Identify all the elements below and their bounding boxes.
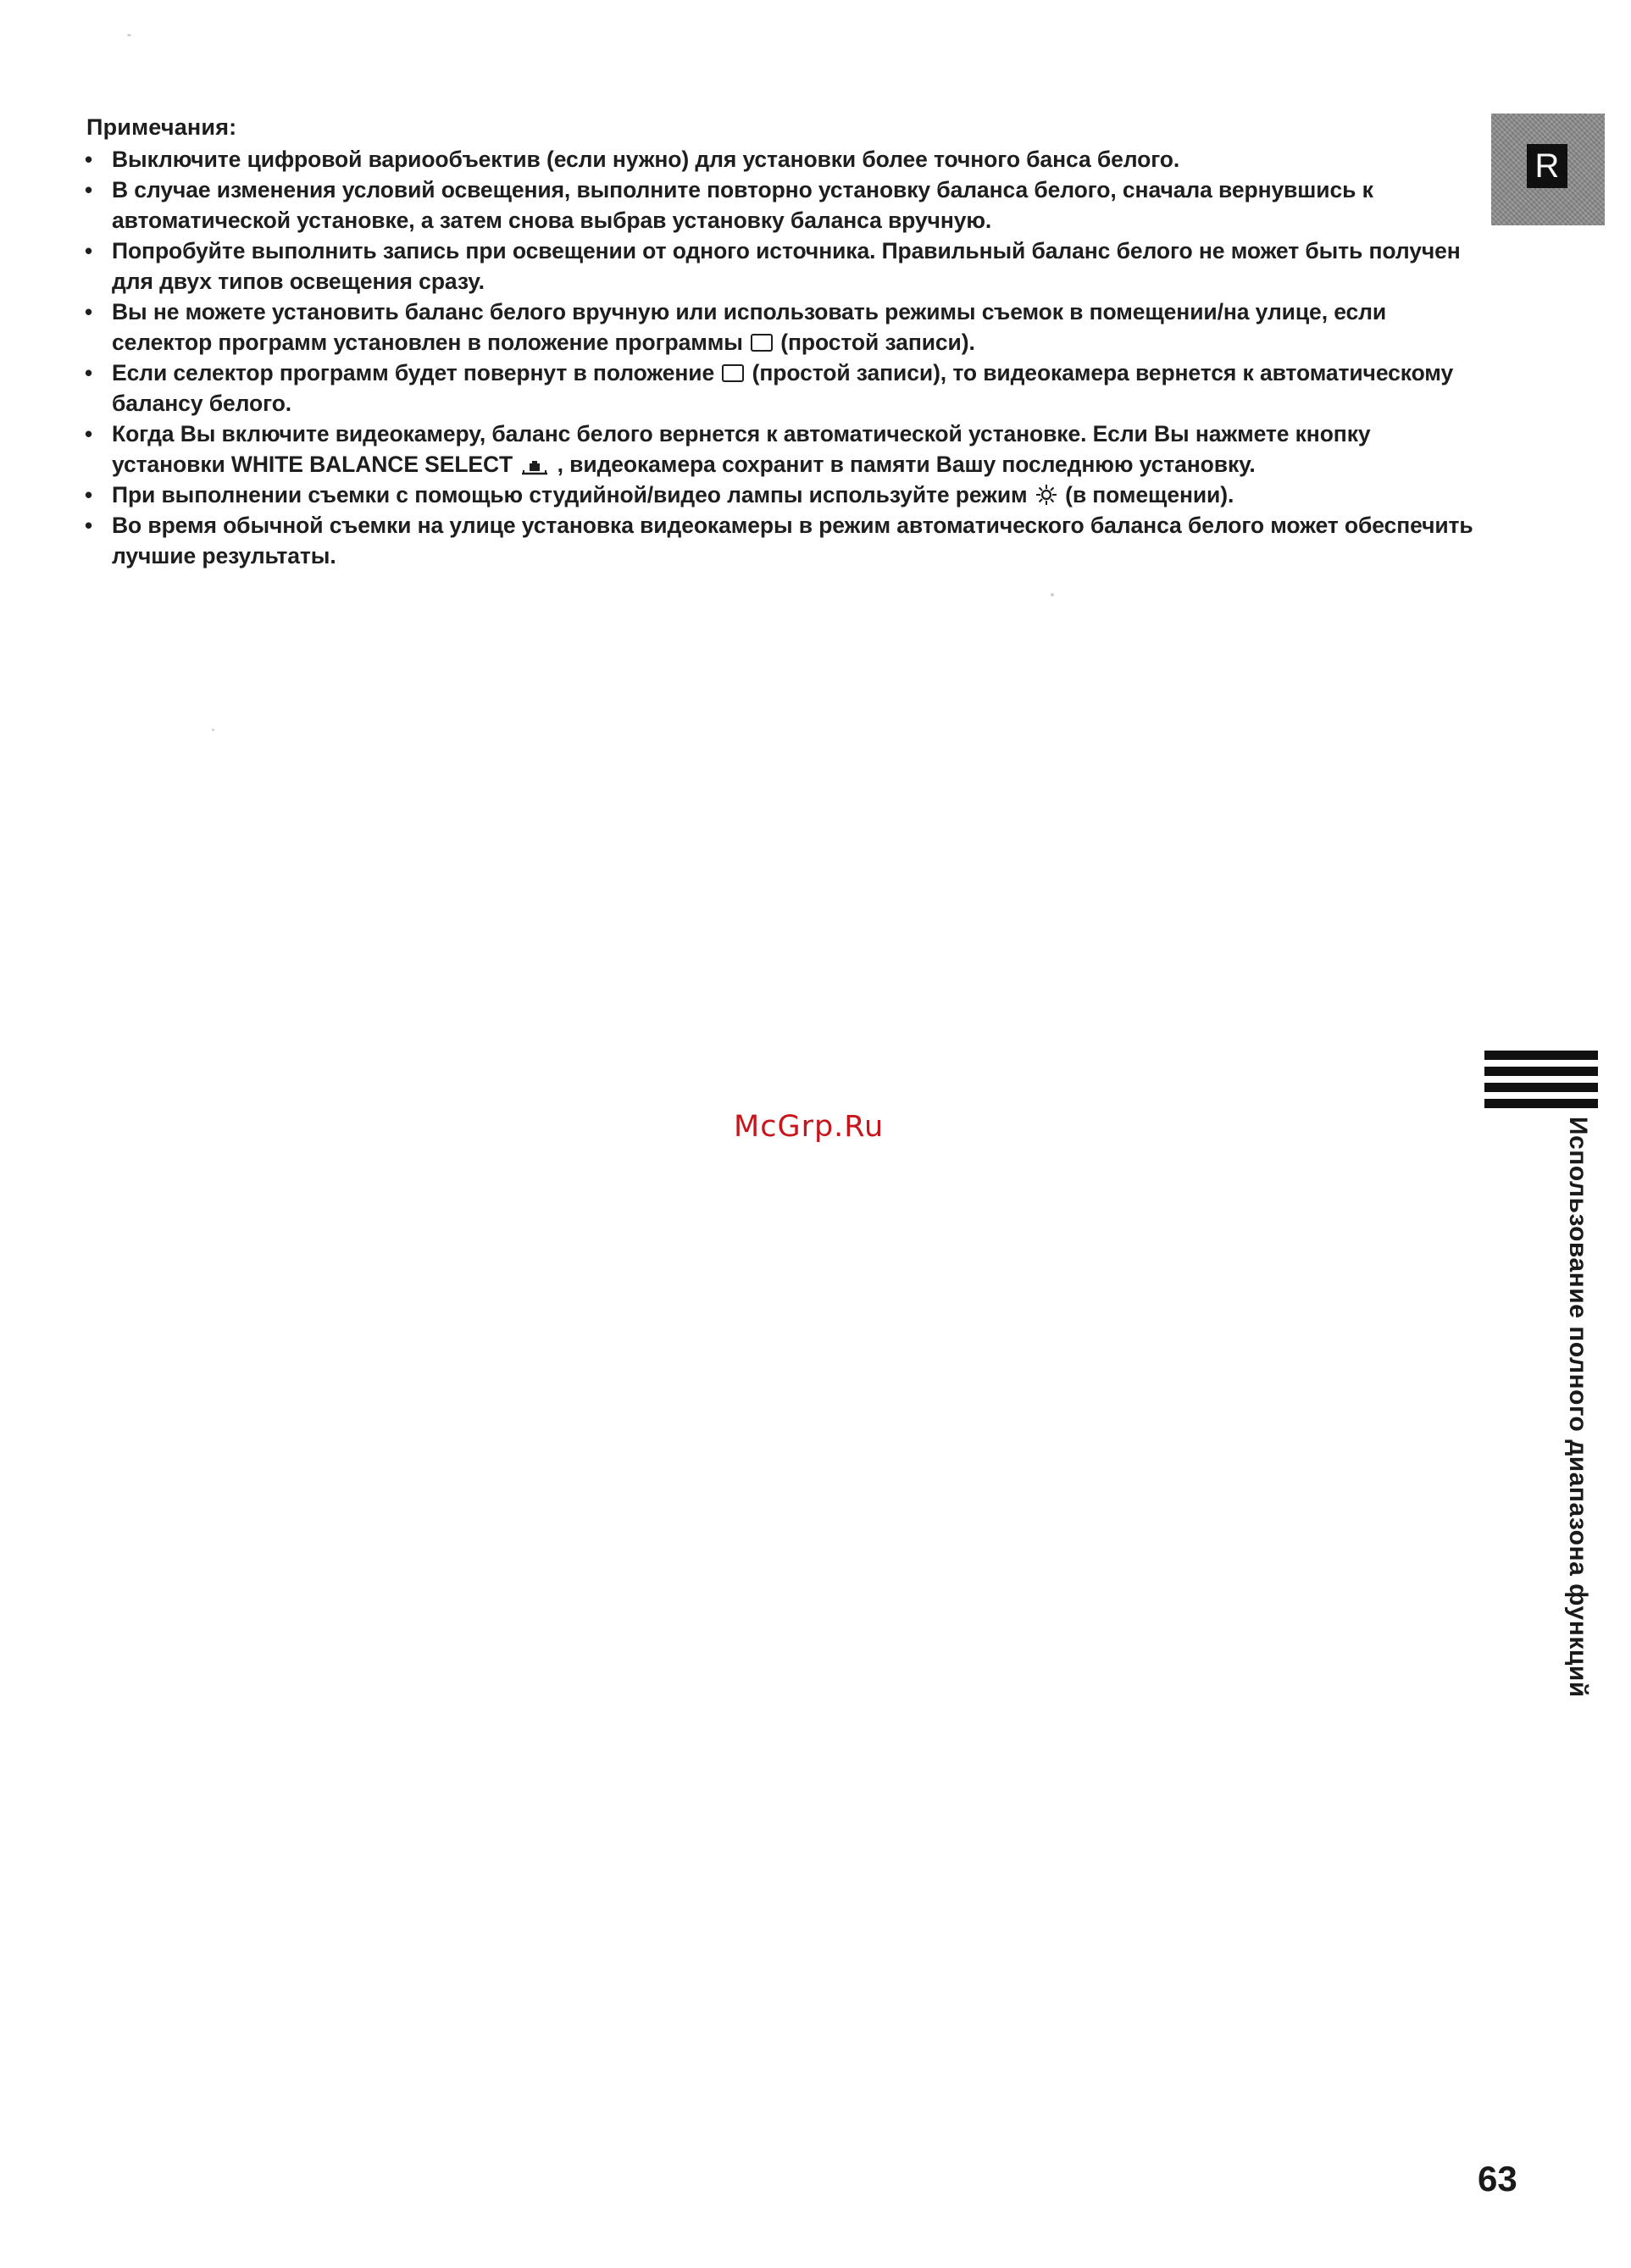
note-text: Попробуйте выполнить запись при освещении от одного источника. Правильный баланс белого не может быть получен для двух типов освещения сразу. [112,238,1461,294]
note-item-7 [85,480,1474,510]
notes-title: Примечания: [86,114,237,140]
note-text-after: (простой записи). [780,330,975,355]
note-text-before: Если селектор программ будет повернут в положение [112,360,715,385]
scan-speck [1051,593,1054,596]
chapter-bar [1484,1099,1598,1108]
section-tab [1491,114,1605,225]
note-text-after: , видеокамера сохранит в памяти Вашу последнюю установку. [557,452,1256,477]
note-text-after: (в помещении). [1065,482,1234,507]
chapter-marker-bars [1484,1051,1598,1115]
note-text: Выключите цифровой вариообъектив (если нужно) для установки более точного банса белого. [112,147,1180,172]
simple-recording-box-icon [722,364,744,382]
note-item-5 [85,358,1474,419]
note-item-8 [85,510,1474,571]
section-letter: R [1527,144,1567,188]
watermark: McGrp.Ru [734,1110,885,1144]
scan-speck [212,729,214,731]
note-text-before: Вы не можете установить баланс белого вручную или использовать режимы съемок в помещении/на улице, если селектор программ установлен в положение программы [112,299,1387,355]
notes-list [85,144,1474,571]
notes-section [85,112,1474,571]
indoor-lamp-icon [1035,484,1057,506]
note-text-after: (простой записи), то видеокамера вернется к автоматическому балансу белого. [112,360,1454,416]
scan-speck [127,34,131,36]
chapter-bar [1484,1067,1598,1076]
note-item-3 [85,236,1474,297]
chapter-bar [1484,1051,1598,1060]
white-balance-icon [520,458,549,477]
note-text: В случае изменения условий освещения, выполните повторно установку баланса белого, сначала вернувшись к автоматической установке, а затем снова выбрав установку баланса вручную. [112,177,1373,233]
page-number: 63 [1478,2159,1517,2199]
chapter-label: Использование полного диапазона функций [1564,1117,1592,1698]
note-item-1 [85,144,1474,175]
note-item-4 [85,297,1474,358]
note-text: Во время обычной съемки на улице установка видеокамеры в режим автоматического баланса белого может обеспечить лучшие результаты. [112,513,1473,568]
note-item-2 [85,175,1474,236]
simple-recording-box-icon [751,334,773,352]
note-text-before: Когда Вы включите видеокамеру, баланс белого вернется к автоматической установке. Если Вы нажмете кнопку установки WHITE BALANCE SELECT [112,421,1371,477]
note-text-before: При выполнении съемки с помощью студийной/видео лампы используйте режим [112,482,1028,507]
chapter-bar [1484,1083,1598,1092]
note-item-6 [85,419,1474,480]
